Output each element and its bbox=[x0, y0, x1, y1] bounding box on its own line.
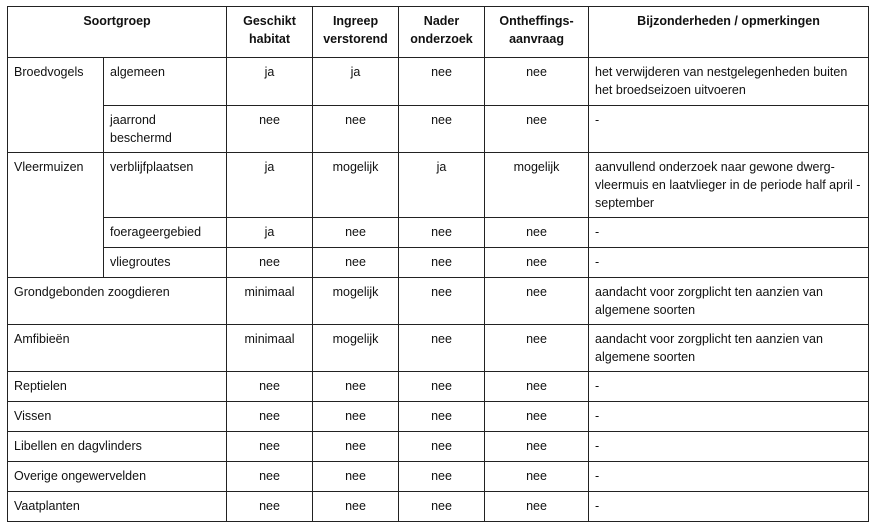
habitat-cell: ja bbox=[227, 153, 313, 218]
opmerking-cell: - bbox=[589, 492, 869, 522]
nader-cell: nee bbox=[399, 106, 485, 153]
ingreep-cell: nee bbox=[313, 402, 399, 432]
ingreep-cell: nee bbox=[313, 248, 399, 278]
table-row bbox=[8, 372, 869, 402]
group-vissen: Vissen bbox=[8, 402, 227, 432]
ontheffing-cell: nee bbox=[485, 278, 589, 325]
ingreep-cell: nee bbox=[313, 462, 399, 492]
nader-cell: ja bbox=[399, 153, 485, 218]
opmerking-cell: - bbox=[589, 248, 869, 278]
ingreep-cell: nee bbox=[313, 492, 399, 522]
group-vleermuizen: Vleermuizen bbox=[8, 153, 104, 278]
ontheffing-cell: nee bbox=[485, 402, 589, 432]
opmerking-cell: aandacht voor zorgplicht ten aanzien van algemene soorten bbox=[589, 325, 869, 372]
table-row bbox=[8, 432, 869, 462]
table-row bbox=[8, 462, 869, 492]
table-row bbox=[8, 58, 869, 106]
header-nader-onderzoek: Nader onderzoek bbox=[399, 7, 485, 58]
nader-cell: nee bbox=[399, 372, 485, 402]
ontheffing-cell: nee bbox=[485, 248, 589, 278]
ingreep-cell: nee bbox=[313, 432, 399, 462]
habitat-cell: nee bbox=[227, 402, 313, 432]
habitat-cell: minimaal bbox=[227, 325, 313, 372]
opmerking-cell: het verwijderen van nestgelegenheden buiten het broedseizoen uitvoeren bbox=[589, 58, 869, 106]
subgroup-cell: verblijfplaatsen bbox=[104, 153, 227, 218]
header-ingreep-verstorend: Ingreep verstorend bbox=[313, 7, 399, 58]
ingreep-cell: nee bbox=[313, 218, 399, 248]
opmerking-cell: aanvullend onderzoek naar gewone dwerg-vleermuis en laatvlieger in de periode half april - september bbox=[589, 153, 869, 218]
habitat-cell: nee bbox=[227, 248, 313, 278]
header-row bbox=[8, 7, 869, 58]
group-overige-ongewervelden: Overige ongewervelden bbox=[8, 462, 227, 492]
ontheffing-cell: nee bbox=[485, 372, 589, 402]
table-row bbox=[8, 106, 869, 153]
ingreep-cell: mogelijk bbox=[313, 278, 399, 325]
table-row bbox=[8, 492, 869, 522]
table-row bbox=[8, 325, 869, 372]
species-table bbox=[7, 6, 869, 522]
ingreep-cell: nee bbox=[313, 106, 399, 153]
nader-cell: nee bbox=[399, 402, 485, 432]
group-libellen-dagvlinders: Libellen en dagvlinders bbox=[8, 432, 227, 462]
opmerking-cell: - bbox=[589, 462, 869, 492]
ingreep-cell: ja bbox=[313, 58, 399, 106]
nader-cell: nee bbox=[399, 325, 485, 372]
nader-cell: nee bbox=[399, 218, 485, 248]
header-bijzonderheden: Bijzonderheden / opmerkingen bbox=[589, 7, 869, 58]
habitat-cell: nee bbox=[227, 462, 313, 492]
ontheffing-cell: nee bbox=[485, 462, 589, 492]
ontheffing-cell: nee bbox=[485, 492, 589, 522]
opmerking-cell: - bbox=[589, 372, 869, 402]
table-row bbox=[8, 402, 869, 432]
ontheffing-cell: mogelijk bbox=[485, 153, 589, 218]
ingreep-cell: mogelijk bbox=[313, 153, 399, 218]
habitat-cell: nee bbox=[227, 432, 313, 462]
opmerking-cell: - bbox=[589, 402, 869, 432]
subgroup-cell: foerageergebied bbox=[104, 218, 227, 248]
group-reptielen: Reptielen bbox=[8, 372, 227, 402]
opmerking-cell: - bbox=[589, 106, 869, 153]
habitat-cell: nee bbox=[227, 106, 313, 153]
subgroup-cell: algemeen bbox=[104, 58, 227, 106]
opmerking-cell: aandacht voor zorgplicht ten aanzien van algemene soorten bbox=[589, 278, 869, 325]
opmerking-cell: - bbox=[589, 432, 869, 462]
habitat-cell: ja bbox=[227, 58, 313, 106]
subgroup-cell: vliegroutes bbox=[104, 248, 227, 278]
header-ontheffingsaanvraag: Ontheffings-aanvraag bbox=[485, 7, 589, 58]
header-soortgroep: Soortgroep bbox=[8, 7, 227, 58]
habitat-cell: nee bbox=[227, 372, 313, 402]
ontheffing-cell: nee bbox=[485, 58, 589, 106]
header-geschikt-habitat: Geschikt habitat bbox=[227, 7, 313, 58]
ingreep-cell: mogelijk bbox=[313, 325, 399, 372]
nader-cell: nee bbox=[399, 58, 485, 106]
subgroup-cell: jaarrond beschermd bbox=[104, 106, 227, 153]
group-broedvogels: Broedvogels bbox=[8, 58, 104, 153]
ontheffing-cell: nee bbox=[485, 106, 589, 153]
group-vaatplanten: Vaatplanten bbox=[8, 492, 227, 522]
habitat-cell: minimaal bbox=[227, 278, 313, 325]
nader-cell: nee bbox=[399, 248, 485, 278]
habitat-cell: nee bbox=[227, 492, 313, 522]
habitat-cell: ja bbox=[227, 218, 313, 248]
ontheffing-cell: nee bbox=[485, 325, 589, 372]
table-row bbox=[8, 278, 869, 325]
group-grondgebonden-zoogdieren: Grondgebonden zoogdieren bbox=[8, 278, 227, 325]
ingreep-cell: nee bbox=[313, 372, 399, 402]
nader-cell: nee bbox=[399, 462, 485, 492]
table-row bbox=[8, 248, 869, 278]
table-row bbox=[8, 153, 869, 218]
nader-cell: nee bbox=[399, 432, 485, 462]
nader-cell: nee bbox=[399, 492, 485, 522]
table-row bbox=[8, 218, 869, 248]
group-amfibieen: Amfibieën bbox=[8, 325, 227, 372]
ontheffing-cell: nee bbox=[485, 432, 589, 462]
opmerking-cell: - bbox=[589, 218, 869, 248]
ontheffing-cell: nee bbox=[485, 218, 589, 248]
nader-cell: nee bbox=[399, 278, 485, 325]
